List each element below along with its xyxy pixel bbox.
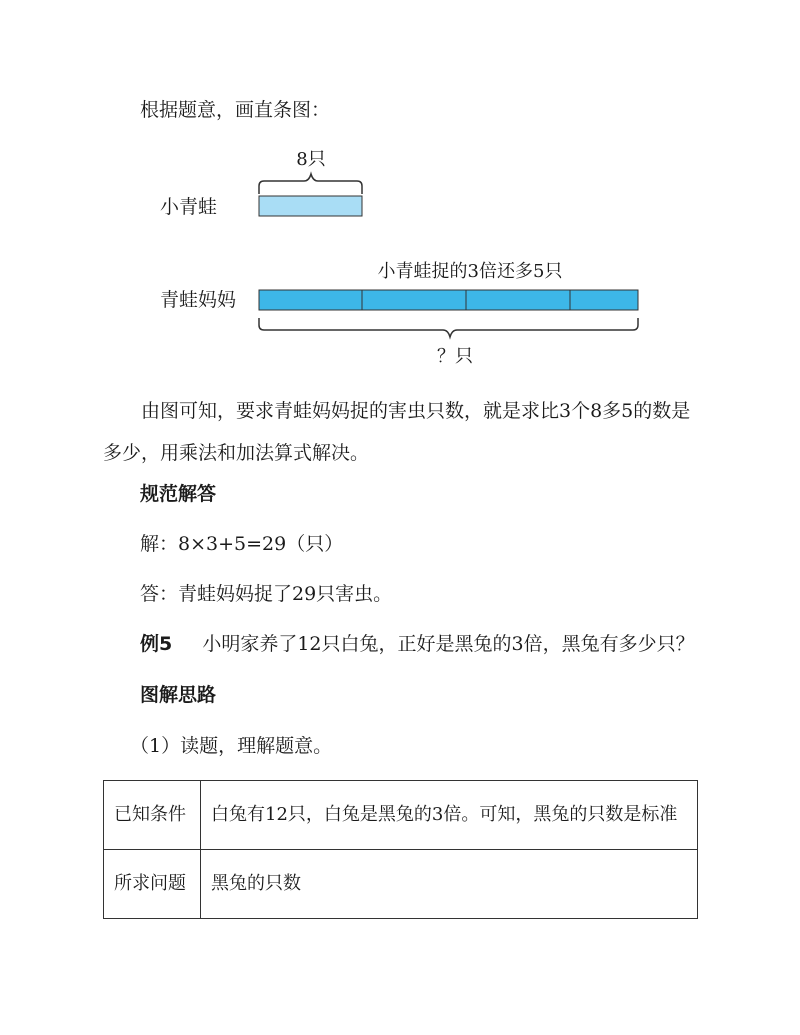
table-key-question: 所求问题 — [104, 850, 201, 919]
bottom-brace — [259, 318, 638, 337]
table-value-known: 白兔有12只，白兔是黑兔的3倍。可知，黑兔的只数是标准 — [201, 781, 698, 850]
bar-diagram — [0, 0, 800, 380]
solution-line: 解：8×3+5=29（只） — [140, 533, 344, 555]
table-key-known: 已知条件 — [104, 781, 201, 850]
frog-label: 小青蛙 — [160, 196, 218, 218]
mother-bar-segment-1 — [259, 290, 362, 310]
example-line — [140, 632, 695, 656]
final-answer-line: 答：青蛙妈妈捉了29只害虫。 — [140, 583, 393, 605]
analysis-paragraph: 由图可知，要求青蛙妈妈捉的害虫只数，就是求比3个8多5的数是多少，用乘法和加法算式解决。 — [103, 400, 691, 464]
table-value-question: 黑兔的只数 — [201, 850, 698, 919]
method-heading: 图解思路 — [140, 684, 217, 706]
answer-heading: 规范解答 — [140, 483, 217, 505]
mother-note: 小青蛙捉的3倍还多5只 — [377, 261, 563, 282]
frog-bar — [259, 196, 362, 216]
conditions-table — [103, 780, 698, 919]
mother-label: 青蛙妈妈 — [160, 289, 237, 311]
mother-bar-segment-2 — [362, 290, 466, 310]
table-row — [104, 850, 698, 919]
table-row — [104, 781, 698, 850]
mother-bar-extra — [570, 290, 638, 310]
example-question: 小明家养了12只白兔，正好是黑兔的3倍，黑兔有多少只？ — [202, 633, 695, 655]
unknown-label: ？只 — [437, 346, 473, 367]
intro-text: 根据题意，画直条图： — [140, 99, 331, 121]
step-1-text: （1）读题，理解题意。 — [130, 735, 333, 757]
top-brace — [259, 174, 362, 194]
example-label: 例5 — [140, 633, 173, 655]
frog-count-label: 8只 — [296, 149, 326, 170]
mother-bar-segment-3 — [466, 290, 570, 310]
